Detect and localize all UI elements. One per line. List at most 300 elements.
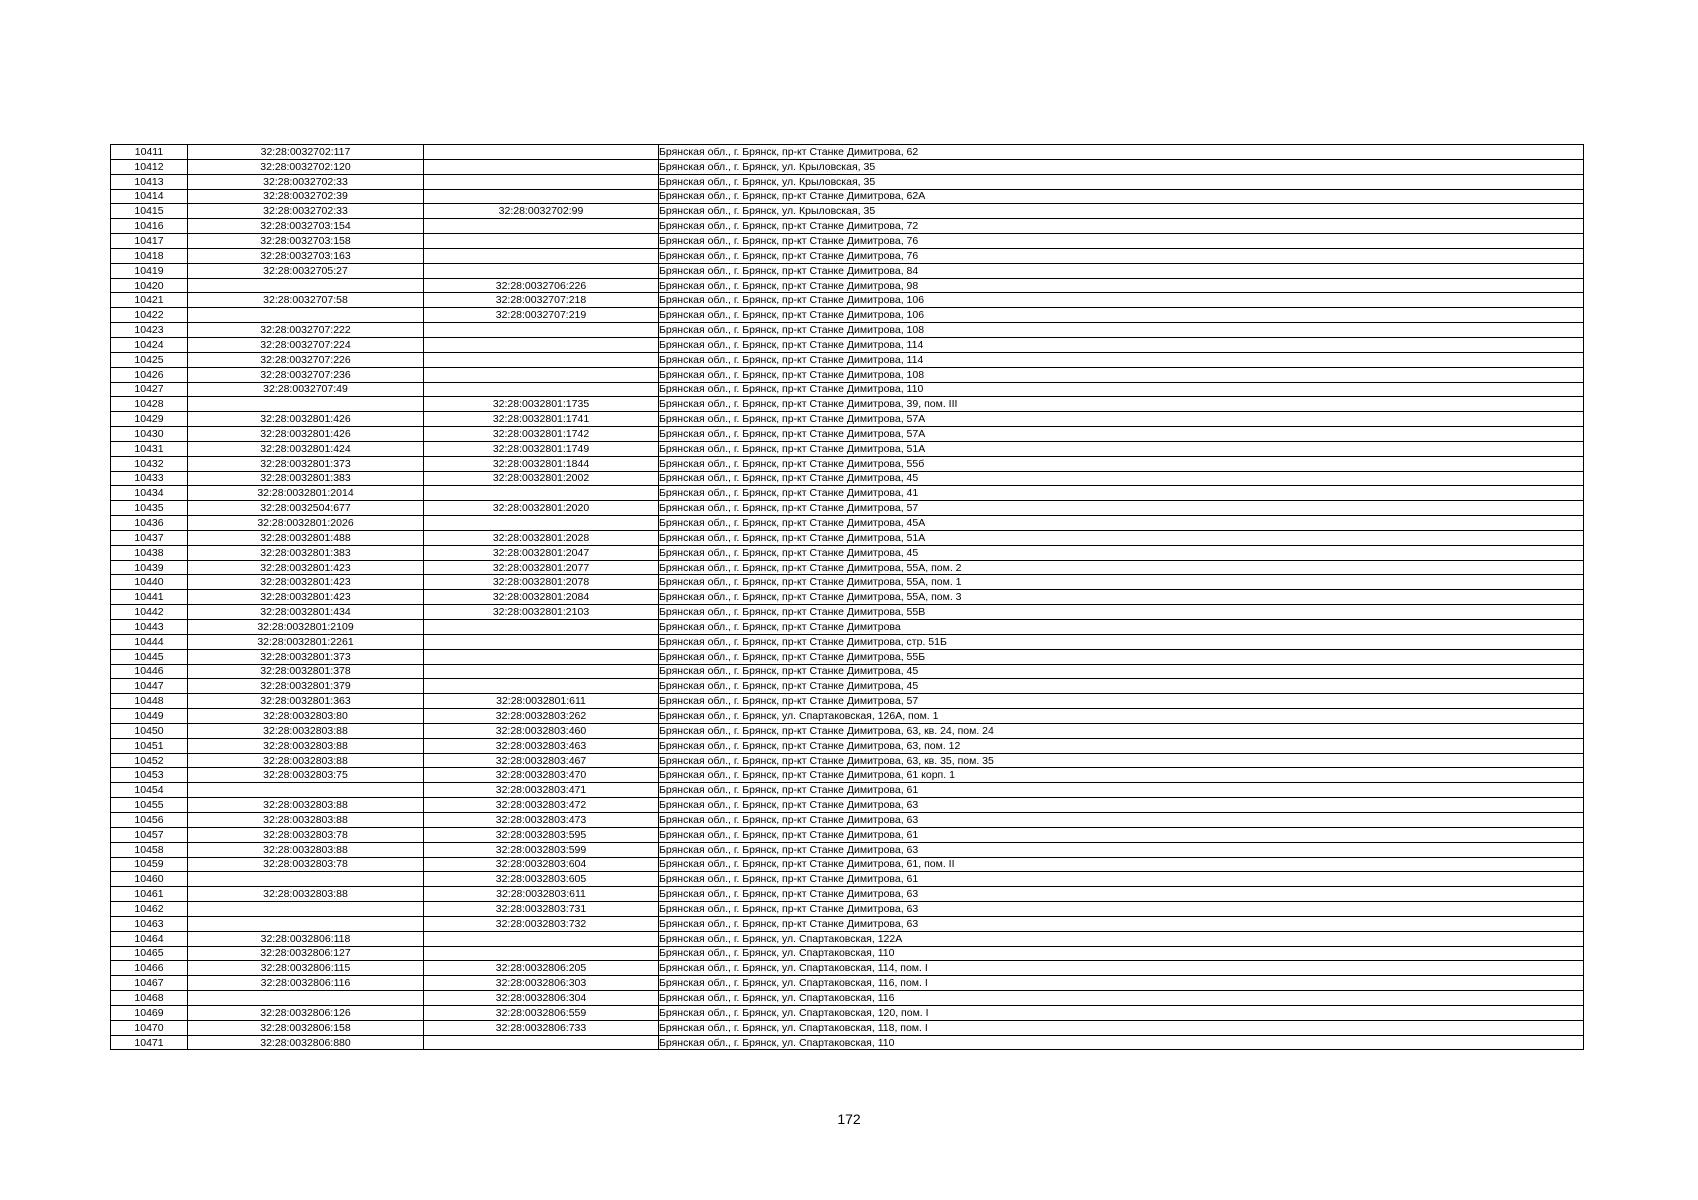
land-cadastral-number-cell: 32:28:0032703:158 [188,234,424,249]
land-cadastral-number-cell: 32:28:0032803:88 [188,753,424,768]
land-cadastral-number-cell: 32:28:0032801:423 [188,590,424,605]
address-cell: Брянская обл., г. Брянск, ул. Спартаковская, 114, пом. I [659,961,1584,976]
table-row [111,620,1584,635]
address-cell: Брянская обл., г. Брянск, пр-кт Станке Димитрова, 114 [659,337,1584,352]
object-cadastral-number-cell: 32:28:0032702:99 [424,204,659,219]
object-cadastral-number-cell: 32:28:0032803:595 [424,827,659,842]
row-number-cell: 10460 [111,872,188,887]
address-cell: Брянская обл., г. Брянск, пр-кт Станке Димитрова, 76 [659,234,1584,249]
object-cadastral-number-cell [424,634,659,649]
object-cadastral-number-cell: 32:28:0032806:205 [424,961,659,976]
land-cadastral-number-cell [188,916,424,931]
table-row [111,501,1584,516]
table-row [111,174,1584,189]
address-cell: Брянская обл., г. Брянск, пр-кт Станке Димитрова, 41 [659,486,1584,501]
land-cadastral-number-cell: 32:28:0032702:33 [188,204,424,219]
object-cadastral-number-cell [424,323,659,338]
row-number-cell: 10441 [111,590,188,605]
row-number-cell: 10428 [111,397,188,412]
row-number-cell: 10466 [111,961,188,976]
object-cadastral-number-cell: 32:28:0032803:611 [424,887,659,902]
object-cadastral-number-cell [424,620,659,635]
row-number-cell: 10437 [111,530,188,545]
table-row [111,887,1584,902]
table-row [111,798,1584,813]
address-cell: Брянская обл., г. Брянск, пр-кт Станке Димитрова, 63 [659,842,1584,857]
row-number-cell: 10416 [111,219,188,234]
object-cadastral-number-cell: 32:28:0032803:604 [424,857,659,872]
table-row [111,738,1584,753]
address-cell: Брянская обл., г. Брянск, пр-кт Станке Димитрова, 51А [659,441,1584,456]
address-cell: Брянская обл., г. Брянск, пр-кт Станке Димитрова, 61 [659,783,1584,798]
address-cell: Брянская обл., г. Брянск, пр-кт Станке Димитрова, 55б [659,456,1584,471]
table-row [111,1035,1584,1050]
object-cadastral-number-cell: 32:28:0032803:467 [424,753,659,768]
table-row [111,323,1584,338]
land-cadastral-number-cell: 32:28:0032803:88 [188,723,424,738]
object-cadastral-number-cell: 32:28:0032801:1742 [424,427,659,442]
address-cell: Брянская обл., г. Брянск, пр-кт Станке Димитрова, 108 [659,367,1584,382]
row-number-cell: 10471 [111,1035,188,1050]
row-number-cell: 10448 [111,694,188,709]
table-row [111,486,1584,501]
table-row [111,159,1584,174]
row-number-cell: 10431 [111,441,188,456]
object-cadastral-number-cell: 32:28:0032803:472 [424,798,659,813]
address-cell: Брянская обл., г. Брянск, ул. Спартаковская, 110 [659,1035,1584,1050]
row-number-cell: 10426 [111,367,188,382]
address-cell: Брянская обл., г. Брянск, пр-кт Станке Димитрова, 55Б [659,649,1584,664]
address-cell: Брянская обл., г. Брянск, пр-кт Станке Димитрова, 57А [659,412,1584,427]
address-cell: Брянская обл., г. Брянск, пр-кт Станке Димитрова, 55В [659,605,1584,620]
land-cadastral-number-cell: 32:28:0032801:363 [188,694,424,709]
address-cell: Брянская обл., г. Брянск, пр-кт Станке Димитрова, 45 [659,664,1584,679]
land-cadastral-number-cell: 32:28:0032803:88 [188,798,424,813]
address-cell: Брянская обл., г. Брянск, пр-кт Станке Димитрова, 57 [659,501,1584,516]
table-row [111,575,1584,590]
page-number: 172 [837,1111,861,1127]
land-cadastral-number-cell: 32:28:0032803:78 [188,827,424,842]
address-cell: Брянская обл., г. Брянск, пр-кт Станке Димитрова, 45 [659,471,1584,486]
address-cell: Брянская обл., г. Брянск, ул. Спартаковская, 126А, пом. 1 [659,709,1584,724]
row-number-cell: 10447 [111,679,188,694]
object-cadastral-number-cell: 32:28:0032806:733 [424,1020,659,1035]
table-row [111,1020,1584,1035]
table-row [111,219,1584,234]
address-cell: Брянская обл., г. Брянск, пр-кт Станке Димитрова, 57А [659,427,1584,442]
address-cell: Брянская обл., г. Брянск, пр-кт Станке Димитрова, 76 [659,248,1584,263]
row-number-cell: 10419 [111,263,188,278]
address-cell: Брянская обл., г. Брянск, ул. Спартаковская, 110 [659,946,1584,961]
table-row [111,679,1584,694]
land-cadastral-number-cell: 32:28:0032801:383 [188,471,424,486]
object-cadastral-number-cell: 32:28:0032803:605 [424,872,659,887]
table-row [111,605,1584,620]
table-row [111,145,1584,160]
row-number-cell: 10412 [111,159,188,174]
land-cadastral-number-cell: 32:28:0032803:75 [188,768,424,783]
object-cadastral-number-cell: 32:28:0032801:2047 [424,545,659,560]
object-cadastral-number-cell [424,382,659,397]
row-number-cell: 10418 [111,248,188,263]
table-row [111,857,1584,872]
land-cadastral-number-cell: 32:28:0032707:236 [188,367,424,382]
row-number-cell: 10439 [111,560,188,575]
address-cell: Брянская обл., г. Брянск, пр-кт Станке Димитрова, стр. 51Б [659,634,1584,649]
address-cell: Брянская обл., г. Брянск, ул. Спартаковская, 118, пом. I [659,1020,1584,1035]
table-row [111,278,1584,293]
address-cell: Брянская обл., г. Брянск, пр-кт Станке Димитрова, 61 [659,872,1584,887]
object-cadastral-number-cell: 32:28:0032806:304 [424,991,659,1006]
row-number-cell: 10440 [111,575,188,590]
row-number-cell: 10443 [111,620,188,635]
table-row [111,189,1584,204]
registry-table-body [111,145,1584,1050]
row-number-cell: 10468 [111,991,188,1006]
object-cadastral-number-cell [424,664,659,679]
address-cell: Брянская обл., г. Брянск, пр-кт Станке Димитрова, 63, пом. 12 [659,738,1584,753]
land-cadastral-number-cell: 32:28:0032702:39 [188,189,424,204]
table-row [111,768,1584,783]
address-cell: Брянская обл., г. Брянск, ул. Крыловская, 35 [659,204,1584,219]
row-number-cell: 10425 [111,352,188,367]
land-cadastral-number-cell: 32:28:0032806:116 [188,976,424,991]
address-cell: Брянская обл., г. Брянск, пр-кт Станке Димитрова, 61 [659,827,1584,842]
object-cadastral-number-cell: 32:28:0032801:611 [424,694,659,709]
table-row [111,367,1584,382]
table-row [111,516,1584,531]
land-cadastral-number-cell: 32:28:0032806:158 [188,1020,424,1035]
object-cadastral-number-cell: 32:28:0032801:1749 [424,441,659,456]
address-cell: Брянская обл., г. Брянск, пр-кт Станке Димитрова, 45 [659,679,1584,694]
table-row [111,248,1584,263]
address-cell: Брянская обл., г. Брянск, пр-кт Станке Димитрова, 63 [659,887,1584,902]
object-cadastral-number-cell [424,234,659,249]
row-number-cell: 10470 [111,1020,188,1035]
address-cell: Брянская обл., г. Брянск, пр-кт Станке Димитрова, 61 корп. 1 [659,768,1584,783]
object-cadastral-number-cell [424,516,659,531]
row-number-cell: 10459 [111,857,188,872]
object-cadastral-number-cell [424,337,659,352]
object-cadastral-number-cell [424,263,659,278]
land-cadastral-number-cell: 32:28:0032702:117 [188,145,424,160]
address-cell: Брянская обл., г. Брянск, пр-кт Станке Димитрова, 63 [659,798,1584,813]
table-row [111,872,1584,887]
row-number-cell: 10427 [111,382,188,397]
land-cadastral-number-cell: 32:28:0032702:120 [188,159,424,174]
address-cell: Брянская обл., г. Брянск, пр-кт Станке Димитрова, 63, кв. 24, пом. 24 [659,723,1584,738]
table-row [111,723,1584,738]
address-cell: Брянская обл., г. Брянск, пр-кт Станке Димитрова, 62 [659,145,1584,160]
address-cell: Брянская обл., г. Брянск, пр-кт Станке Димитрова, 108 [659,323,1584,338]
object-cadastral-number-cell [424,1035,659,1050]
land-cadastral-number-cell: 32:28:0032705:27 [188,263,424,278]
land-cadastral-number-cell: 32:28:0032801:434 [188,605,424,620]
row-number-cell: 10454 [111,783,188,798]
land-cadastral-number-cell: 32:28:0032803:80 [188,709,424,724]
land-cadastral-number-cell: 32:28:0032803:88 [188,738,424,753]
object-cadastral-number-cell: 32:28:0032806:303 [424,976,659,991]
address-cell: Брянская обл., г. Брянск, ул. Спартаковская, 122А [659,931,1584,946]
row-number-cell: 10445 [111,649,188,664]
land-cadastral-number-cell [188,872,424,887]
object-cadastral-number-cell: 32:28:0032801:2028 [424,530,659,545]
address-cell: Брянская обл., г. Брянск, пр-кт Станке Димитрова [659,620,1584,635]
row-number-cell: 10414 [111,189,188,204]
object-cadastral-number-cell: 32:28:0032706:226 [424,278,659,293]
address-cell: Брянская обл., г. Брянск, пр-кт Станке Димитрова, 72 [659,219,1584,234]
land-cadastral-number-cell: 32:28:0032707:222 [188,323,424,338]
address-cell: Брянская обл., г. Брянск, пр-кт Станке Димитрова, 114 [659,352,1584,367]
object-cadastral-number-cell: 32:28:0032803:463 [424,738,659,753]
table-row [111,649,1584,664]
land-cadastral-number-cell: 32:28:0032806:118 [188,931,424,946]
address-cell: Брянская обл., г. Брянск, пр-кт Станке Димитрова, 45 [659,545,1584,560]
row-number-cell: 10438 [111,545,188,560]
object-cadastral-number-cell [424,946,659,961]
address-cell: Брянская обл., г. Брянск, пр-кт Станке Димитрова, 55А, пом. 1 [659,575,1584,590]
row-number-cell: 10469 [111,1005,188,1020]
object-cadastral-number-cell: 32:28:0032806:559 [424,1005,659,1020]
land-cadastral-number-cell: 32:28:0032803:88 [188,887,424,902]
land-cadastral-number-cell: 32:28:0032801:378 [188,664,424,679]
land-cadastral-number-cell: 32:28:0032504:677 [188,501,424,516]
land-cadastral-number-cell [188,783,424,798]
object-cadastral-number-cell: 32:28:0032707:218 [424,293,659,308]
object-cadastral-number-cell [424,679,659,694]
row-number-cell: 10453 [111,768,188,783]
row-number-cell: 10452 [111,753,188,768]
land-cadastral-number-cell: 32:28:0032803:78 [188,857,424,872]
land-cadastral-number-cell: 32:28:0032801:424 [188,441,424,456]
address-cell: Брянская обл., г. Брянск, пр-кт Станке Димитрова, 51А [659,530,1584,545]
land-cadastral-number-cell: 32:28:0032703:163 [188,248,424,263]
address-cell: Брянская обл., г. Брянск, пр-кт Станке Димитрова, 98 [659,278,1584,293]
table-row [111,590,1584,605]
row-number-cell: 10417 [111,234,188,249]
table-row [111,397,1584,412]
registry-table [110,144,1584,1050]
land-cadastral-number-cell: 32:28:0032803:88 [188,842,424,857]
land-cadastral-number-cell: 32:28:0032801:383 [188,545,424,560]
row-number-cell: 10457 [111,827,188,842]
object-cadastral-number-cell: 32:28:0032801:1741 [424,412,659,427]
row-number-cell: 10424 [111,337,188,352]
land-cadastral-number-cell [188,278,424,293]
row-number-cell: 10435 [111,501,188,516]
row-number-cell: 10467 [111,976,188,991]
land-cadastral-number-cell: 32:28:0032801:426 [188,412,424,427]
land-cadastral-number-cell: 32:28:0032801:423 [188,575,424,590]
table-row [111,961,1584,976]
object-cadastral-number-cell: 32:28:0032801:2077 [424,560,659,575]
row-number-cell: 10429 [111,412,188,427]
table-row [111,560,1584,575]
land-cadastral-number-cell: 32:28:0032707:49 [188,382,424,397]
table-row [111,337,1584,352]
land-cadastral-number-cell: 32:28:0032801:426 [188,427,424,442]
row-number-cell: 10436 [111,516,188,531]
table-row [111,263,1584,278]
row-number-cell: 10415 [111,204,188,219]
row-number-cell: 10413 [111,174,188,189]
object-cadastral-number-cell: 32:28:0032803:732 [424,916,659,931]
object-cadastral-number-cell: 32:28:0032801:1844 [424,456,659,471]
row-number-cell: 10449 [111,709,188,724]
table-row [111,827,1584,842]
table-row [111,456,1584,471]
row-number-cell: 10463 [111,916,188,931]
row-number-cell: 10456 [111,812,188,827]
row-number-cell: 10458 [111,842,188,857]
address-cell: Брянская обл., г. Брянск, пр-кт Станке Димитрова, 62А [659,189,1584,204]
address-cell: Брянская обл., г. Брянск, пр-кт Станке Димитрова, 45А [659,516,1584,531]
address-cell: Брянская обл., г. Брянск, пр-кт Станке Димитрова, 55А, пом. 2 [659,560,1584,575]
object-cadastral-number-cell [424,159,659,174]
address-cell: Брянская обл., г. Брянск, пр-кт Станке Димитрова, 57 [659,694,1584,709]
row-number-cell: 10430 [111,427,188,442]
address-cell: Брянская обл., г. Брянск, пр-кт Станке Димитрова, 84 [659,263,1584,278]
land-cadastral-number-cell: 32:28:0032801:488 [188,530,424,545]
table-row [111,902,1584,917]
table-row [111,545,1584,560]
table-row [111,976,1584,991]
table-row [111,842,1584,857]
land-cadastral-number-cell: 32:28:0032707:226 [188,352,424,367]
object-cadastral-number-cell [424,367,659,382]
row-number-cell: 10461 [111,887,188,902]
row-number-cell: 10446 [111,664,188,679]
address-cell: Брянская обл., г. Брянск, пр-кт Станке Димитрова, 63 [659,902,1584,917]
land-cadastral-number-cell [188,902,424,917]
table-row [111,441,1584,456]
land-cadastral-number-cell: 32:28:0032801:2109 [188,620,424,635]
table-row [111,352,1584,367]
address-cell: Брянская обл., г. Брянск, пр-кт Станке Димитрова, 106 [659,308,1584,323]
address-cell: Брянская обл., г. Брянск, ул. Крыловская, 35 [659,174,1584,189]
land-cadastral-number-cell: 32:28:0032702:33 [188,174,424,189]
table-row [111,946,1584,961]
land-cadastral-number-cell: 32:28:0032801:379 [188,679,424,694]
address-cell: Брянская обл., г. Брянск, пр-кт Станке Димитрова, 63, кв. 35, пом. 35 [659,753,1584,768]
land-cadastral-number-cell: 32:28:0032803:88 [188,812,424,827]
object-cadastral-number-cell: 32:28:0032801:2078 [424,575,659,590]
row-number-cell: 10433 [111,471,188,486]
table-row [111,931,1584,946]
land-cadastral-number-cell: 32:28:0032801:2261 [188,634,424,649]
table-row [111,293,1584,308]
object-cadastral-number-cell: 32:28:0032801:2002 [424,471,659,486]
land-cadastral-number-cell: 32:28:0032707:224 [188,337,424,352]
row-number-cell: 10411 [111,145,188,160]
table-row [111,753,1584,768]
table-row [111,1005,1584,1020]
object-cadastral-number-cell: 32:28:0032803:599 [424,842,659,857]
address-cell: Брянская обл., г. Брянск, ул. Крыловская, 35 [659,159,1584,174]
object-cadastral-number-cell: 32:28:0032707:219 [424,308,659,323]
object-cadastral-number-cell: 32:28:0032803:471 [424,783,659,798]
address-cell: Брянская обл., г. Брянск, пр-кт Станке Димитрова, 106 [659,293,1584,308]
land-cadastral-number-cell: 32:28:0032707:58 [188,293,424,308]
land-cadastral-number-cell: 32:28:0032801:423 [188,560,424,575]
object-cadastral-number-cell: 32:28:0032803:460 [424,723,659,738]
land-cadastral-number-cell: 32:28:0032801:2026 [188,516,424,531]
land-cadastral-number-cell [188,991,424,1006]
address-cell: Брянская обл., г. Брянск, ул. Спартаковская, 120, пом. I [659,1005,1584,1020]
land-cadastral-number-cell [188,397,424,412]
object-cadastral-number-cell [424,931,659,946]
object-cadastral-number-cell: 32:28:0032801:2084 [424,590,659,605]
address-cell: Брянская обл., г. Брянск, ул. Спартаковская, 116, пом. I [659,976,1584,991]
row-number-cell: 10444 [111,634,188,649]
object-cadastral-number-cell [424,174,659,189]
row-number-cell: 10420 [111,278,188,293]
address-cell: Брянская обл., г. Брянск, пр-кт Станке Димитрова, 55А, пом. 3 [659,590,1584,605]
object-cadastral-number-cell: 32:28:0032801:2020 [424,501,659,516]
row-number-cell: 10423 [111,323,188,338]
table-row [111,783,1584,798]
land-cadastral-number-cell: 32:28:0032806:126 [188,1005,424,1020]
object-cadastral-number-cell [424,189,659,204]
row-number-cell: 10421 [111,293,188,308]
table-row [111,308,1584,323]
object-cadastral-number-cell: 32:28:0032803:262 [424,709,659,724]
row-number-cell: 10462 [111,902,188,917]
land-cadastral-number-cell: 32:28:0032801:373 [188,456,424,471]
row-number-cell: 10442 [111,605,188,620]
table-row [111,709,1584,724]
table-row [111,471,1584,486]
table-row [111,234,1584,249]
address-cell: Брянская обл., г. Брянск, пр-кт Станке Димитрова, 39, пом. III [659,397,1584,412]
object-cadastral-number-cell: 32:28:0032803:473 [424,812,659,827]
table-row [111,664,1584,679]
table-row [111,204,1584,219]
object-cadastral-number-cell [424,486,659,501]
row-number-cell: 10455 [111,798,188,813]
table-row [111,991,1584,1006]
address-cell: Брянская обл., г. Брянск, пр-кт Станке Димитрова, 61, пом. II [659,857,1584,872]
row-number-cell: 10422 [111,308,188,323]
table-row [111,694,1584,709]
land-cadastral-number-cell: 32:28:0032703:154 [188,219,424,234]
address-cell: Брянская обл., г. Брянск, пр-кт Станке Димитрова, 63 [659,812,1584,827]
row-number-cell: 10434 [111,486,188,501]
land-cadastral-number-cell: 32:28:0032801:373 [188,649,424,664]
table-row [111,634,1584,649]
table-row [111,812,1584,827]
land-cadastral-number-cell: 32:28:0032806:880 [188,1035,424,1050]
object-cadastral-number-cell [424,352,659,367]
table-row [111,916,1584,931]
object-cadastral-number-cell [424,649,659,664]
land-cadastral-number-cell [188,308,424,323]
object-cadastral-number-cell [424,219,659,234]
object-cadastral-number-cell: 32:28:0032801:2103 [424,605,659,620]
land-cadastral-number-cell: 32:28:0032806:127 [188,946,424,961]
object-cadastral-number-cell: 32:28:0032801:1735 [424,397,659,412]
object-cadastral-number-cell: 32:28:0032803:470 [424,768,659,783]
object-cadastral-number-cell [424,248,659,263]
row-number-cell: 10432 [111,456,188,471]
land-cadastral-number-cell: 32:28:0032801:2014 [188,486,424,501]
object-cadastral-number-cell [424,145,659,160]
address-cell: Брянская обл., г. Брянск, пр-кт Станке Димитрова, 63 [659,916,1584,931]
table-row [111,427,1584,442]
object-cadastral-number-cell: 32:28:0032803:731 [424,902,659,917]
table-row [111,412,1584,427]
land-cadastral-number-cell: 32:28:0032806:115 [188,961,424,976]
